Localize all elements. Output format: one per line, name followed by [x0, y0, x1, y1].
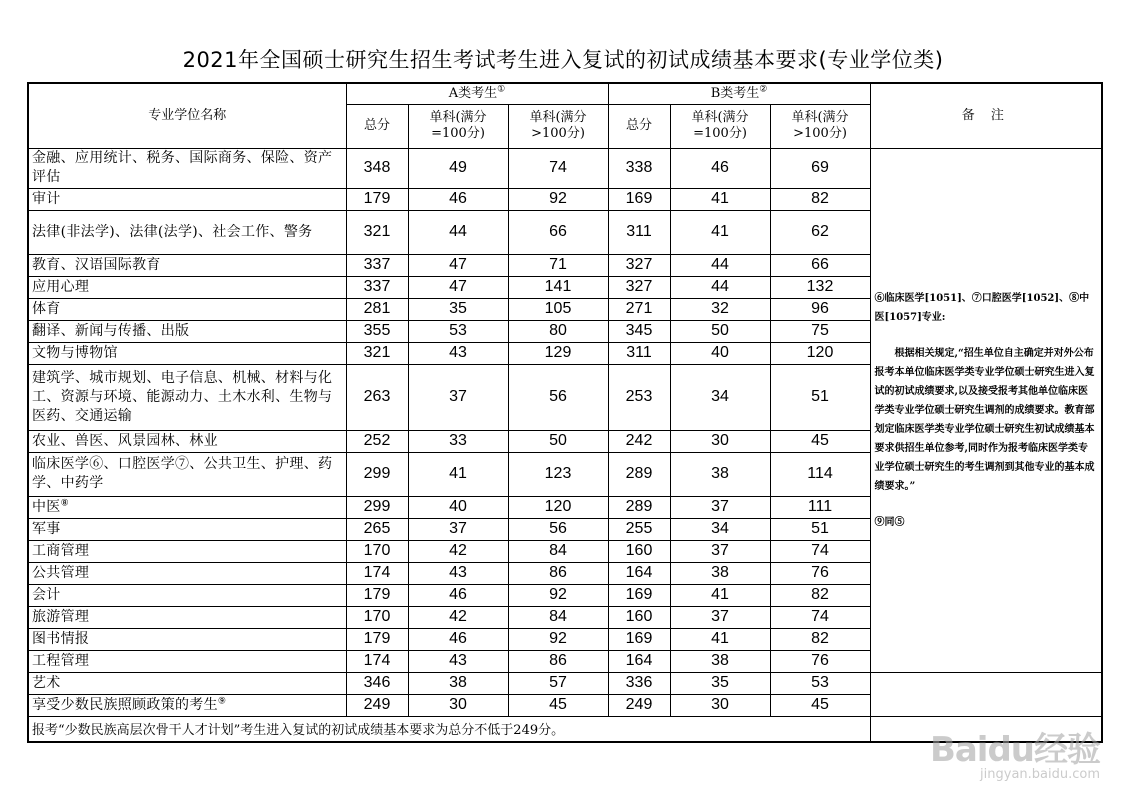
row-name: 法律(非法学)、法律(法学)、社会工作、警务: [28, 210, 346, 254]
cell-a-s1: 46: [408, 628, 508, 650]
cell-b-s1: 37: [670, 606, 770, 628]
cell-b-s2: 66: [770, 254, 870, 276]
cell-a-s1: 46: [408, 584, 508, 606]
cell-b-s1: 34: [670, 364, 770, 430]
cell-a-s1: 43: [408, 650, 508, 672]
cell-b-total: 164: [608, 650, 670, 672]
cell-b-total: 169: [608, 584, 670, 606]
cell-a-s1: 42: [408, 606, 508, 628]
cell-a-s2: 86: [508, 562, 608, 584]
header-a-single-gt100: 单科(满分 >100分): [508, 104, 608, 148]
cell-b-s1: 41: [670, 210, 770, 254]
cell-b-s2: 69: [770, 148, 870, 188]
baidu-logo: Baidu经验: [929, 730, 1100, 770]
row-name: 翻译、新闻与传播、出版: [28, 320, 346, 342]
cell-b-total: 327: [608, 254, 670, 276]
header-name-col: 专业学位名称: [28, 83, 346, 148]
cell-b-s2: 96: [770, 298, 870, 320]
cell-b-s2: 82: [770, 628, 870, 650]
cell-a-total: 179: [346, 188, 408, 210]
cell-a-s2: 92: [508, 628, 608, 650]
header-a-total: 总分: [346, 104, 408, 148]
cell-b-s1: 44: [670, 276, 770, 298]
cell-b-total: 336: [608, 672, 670, 694]
cell-a-s2: 120: [508, 496, 608, 518]
cell-a-s2: 123: [508, 452, 608, 496]
cell-a-total: 265: [346, 518, 408, 540]
cell-a-total: 281: [346, 298, 408, 320]
cell-b-s2: 45: [770, 430, 870, 452]
cell-a-s1: 43: [408, 562, 508, 584]
cell-a-total: 355: [346, 320, 408, 342]
cell-b-s2: 51: [770, 518, 870, 540]
cell-b-total: 255: [608, 518, 670, 540]
remarks-line3: ⑨同⑤: [874, 516, 905, 528]
score-table: [27, 82, 1103, 743]
remarks-cell: [870, 148, 1102, 672]
cell-a-s2: 56: [508, 364, 608, 430]
cell-a-s1: 37: [408, 364, 508, 430]
cell-b-s1: 38: [670, 650, 770, 672]
cell-a-s2: 66: [508, 210, 608, 254]
cell-a-s2: 84: [508, 540, 608, 562]
cell-a-total: 170: [346, 606, 408, 628]
cell-b-total: 311: [608, 210, 670, 254]
cell-a-total: 299: [346, 496, 408, 518]
row-name: 旅游管理: [28, 606, 346, 628]
row-name: 中医⑧: [28, 496, 346, 518]
baidu-watermark: [930, 722, 1100, 782]
cell-a-s2: 56: [508, 518, 608, 540]
cell-b-s1: 46: [670, 148, 770, 188]
remarks-line2: 根据相关规定,“招生单位自主确定并对外公布报考本单位临床医学类专业学位硕士研究生进入复试的初试成绩要求,以及接受报考其他单位临床医学类专业学位硕士研究生调剂的成绩要求。教育部划定临床医学类专业学位硕士研究生初试成绩基本要求供招生单位参考,同时作为报考临床医学类专业学位硕士研究生的考生调剂到其他专业的基本成绩要求。”: [874, 347, 1095, 492]
cell-a-s2: 74: [508, 148, 608, 188]
cell-b-total: 289: [608, 496, 670, 518]
cell-a-s2: 50: [508, 430, 608, 452]
cell-b-s1: 30: [670, 430, 770, 452]
cell-a-total: 179: [346, 628, 408, 650]
cell-b-total: 289: [608, 452, 670, 496]
cell-b-total: 271: [608, 298, 670, 320]
cell-b-s2: 51: [770, 364, 870, 430]
cell-b-total: 164: [608, 562, 670, 584]
header-b-single100: 单科(满分 =100分): [670, 104, 770, 148]
row-name: 应用心理: [28, 276, 346, 298]
cell-a-total: 174: [346, 650, 408, 672]
cell-a-s2: 80: [508, 320, 608, 342]
cell-b-s1: 41: [670, 188, 770, 210]
cell-b-total: 160: [608, 606, 670, 628]
cell-b-total: 345: [608, 320, 670, 342]
cell-b-s2: 111: [770, 496, 870, 518]
cell-a-s1: 33: [408, 430, 508, 452]
cell-b-s1: 41: [670, 584, 770, 606]
cell-b-total: 160: [608, 540, 670, 562]
cell-a-s1: 30: [408, 694, 508, 716]
row-name: 体育: [28, 298, 346, 320]
cell-a-s2: 92: [508, 584, 608, 606]
table-row: [28, 672, 1102, 694]
cell-a-s2: 129: [508, 342, 608, 364]
cell-b-s1: 35: [670, 672, 770, 694]
cell-b-total: 253: [608, 364, 670, 430]
cell-b-total: 327: [608, 276, 670, 298]
cell-b-s1: 50: [670, 320, 770, 342]
cell-a-s1: 41: [408, 452, 508, 496]
cell-b-total: 169: [608, 188, 670, 210]
cell-a-s1: 38: [408, 672, 508, 694]
cell-b-s1: 37: [670, 540, 770, 562]
cell-a-total: 337: [346, 254, 408, 276]
cell-a-s2: 57: [508, 672, 608, 694]
cell-a-s1: 40: [408, 496, 508, 518]
header-b-total: 总分: [608, 104, 670, 148]
cell-b-total: 338: [608, 148, 670, 188]
cell-b-s1: 44: [670, 254, 770, 276]
header-a-single100: 单科(满分 =100分): [408, 104, 508, 148]
cell-b-s1: 38: [670, 562, 770, 584]
cell-b-s2: 82: [770, 188, 870, 210]
header-row-1: [28, 83, 1102, 104]
cell-a-s2: 86: [508, 650, 608, 672]
row-name: 教育、汉语国际教育: [28, 254, 346, 276]
row-name: 公共管理: [28, 562, 346, 584]
row-name: 文物与博物馆: [28, 342, 346, 364]
cell-b-s1: 32: [670, 298, 770, 320]
footnote: 报考“少数民族高层次骨干人才计划”考生进入复试的初试成绩基本要求为总分不低于249分。: [28, 716, 870, 742]
watermark-url: jingyan.baidu.com: [980, 767, 1100, 782]
cell-a-s1: 43: [408, 342, 508, 364]
header-b-group: B类考生②: [608, 83, 870, 104]
cell-a-total: 348: [346, 148, 408, 188]
cell-a-s1: 53: [408, 320, 508, 342]
cell-b-s2: 114: [770, 452, 870, 496]
cell-b-s2: 132: [770, 276, 870, 298]
header-remarks: 备 注: [870, 83, 1102, 148]
cell-b-total: 249: [608, 694, 670, 716]
cell-b-s1: 40: [670, 342, 770, 364]
cell-b-s2: 76: [770, 562, 870, 584]
cell-a-total: 170: [346, 540, 408, 562]
remarks-line1: ⑥临床医学[1051]、⑦口腔医学[1052]、⑧中医[1057]专业:: [874, 292, 1090, 323]
cell-a-s1: 47: [408, 276, 508, 298]
cell-a-s1: 46: [408, 188, 508, 210]
cell-a-s1: 44: [408, 210, 508, 254]
cell-a-total: 321: [346, 210, 408, 254]
cell-a-s1: 37: [408, 518, 508, 540]
cell-a-s2: 105: [508, 298, 608, 320]
row-name: 军事: [28, 518, 346, 540]
table-row: [28, 148, 1102, 188]
cell-b-s2: 74: [770, 606, 870, 628]
cell-a-total: 337: [346, 276, 408, 298]
cell-b-s2: 76: [770, 650, 870, 672]
cell-a-s1: 47: [408, 254, 508, 276]
cell-b-s1: 41: [670, 628, 770, 650]
cell-b-s1: 34: [670, 518, 770, 540]
cell-b-total: 169: [608, 628, 670, 650]
cell-a-s2: 92: [508, 188, 608, 210]
cell-b-s2: 62: [770, 210, 870, 254]
cell-a-s1: 42: [408, 540, 508, 562]
cell-a-s1: 49: [408, 148, 508, 188]
cell-b-total: 311: [608, 342, 670, 364]
row-name: 享受少数民族照顾政策的考生⑨: [28, 694, 346, 716]
cell-a-s1: 35: [408, 298, 508, 320]
cell-b-s2: 74: [770, 540, 870, 562]
cell-b-s1: 30: [670, 694, 770, 716]
cell-a-s2: 45: [508, 694, 608, 716]
header-b-single-gt100: 单科(满分 >100分): [770, 104, 870, 148]
row-name: 农业、兽医、风景园林、林业: [28, 430, 346, 452]
row-name: 图书情报: [28, 628, 346, 650]
cell-b-s1: 37: [670, 496, 770, 518]
row-name: 金融、应用统计、税务、国际商务、保险、资产评估: [28, 148, 346, 188]
cell-b-s2: 53: [770, 672, 870, 694]
cell-a-total: 174: [346, 562, 408, 584]
remarks-blank-cell: [870, 672, 1102, 716]
cell-a-total: 252: [346, 430, 408, 452]
cell-a-s2: 84: [508, 606, 608, 628]
cell-b-total: 242: [608, 430, 670, 452]
cell-a-s2: 141: [508, 276, 608, 298]
header-a-group: A类考生①: [346, 83, 608, 104]
cell-a-total: 249: [346, 694, 408, 716]
row-name: 临床医学⑥、口腔医学⑦、公共卫生、护理、药学、中药学: [28, 452, 346, 496]
cell-b-s2: 75: [770, 320, 870, 342]
row-name: 工商管理: [28, 540, 346, 562]
cell-b-s2: 82: [770, 584, 870, 606]
cell-b-s2: 120: [770, 342, 870, 364]
cell-b-s2: 45: [770, 694, 870, 716]
cell-a-s2: 71: [508, 254, 608, 276]
row-name: 审计: [28, 188, 346, 210]
cell-a-total: 263: [346, 364, 408, 430]
row-name: 会计: [28, 584, 346, 606]
cell-a-total: 321: [346, 342, 408, 364]
row-name: 艺术: [28, 672, 346, 694]
page-title: 2021年全国硕士研究生招生考试考生进入复试的初试成绩基本要求(专业学位类): [182, 48, 944, 72]
cell-a-total: 346: [346, 672, 408, 694]
cell-a-total: 299: [346, 452, 408, 496]
cell-b-s1: 38: [670, 452, 770, 496]
row-name: 工程管理: [28, 650, 346, 672]
row-name: 建筑学、城市规划、电子信息、机械、材料与化工、资源与环境、能源动力、土木水利、生物与医药、交通运输: [28, 364, 346, 430]
cell-a-total: 179: [346, 584, 408, 606]
